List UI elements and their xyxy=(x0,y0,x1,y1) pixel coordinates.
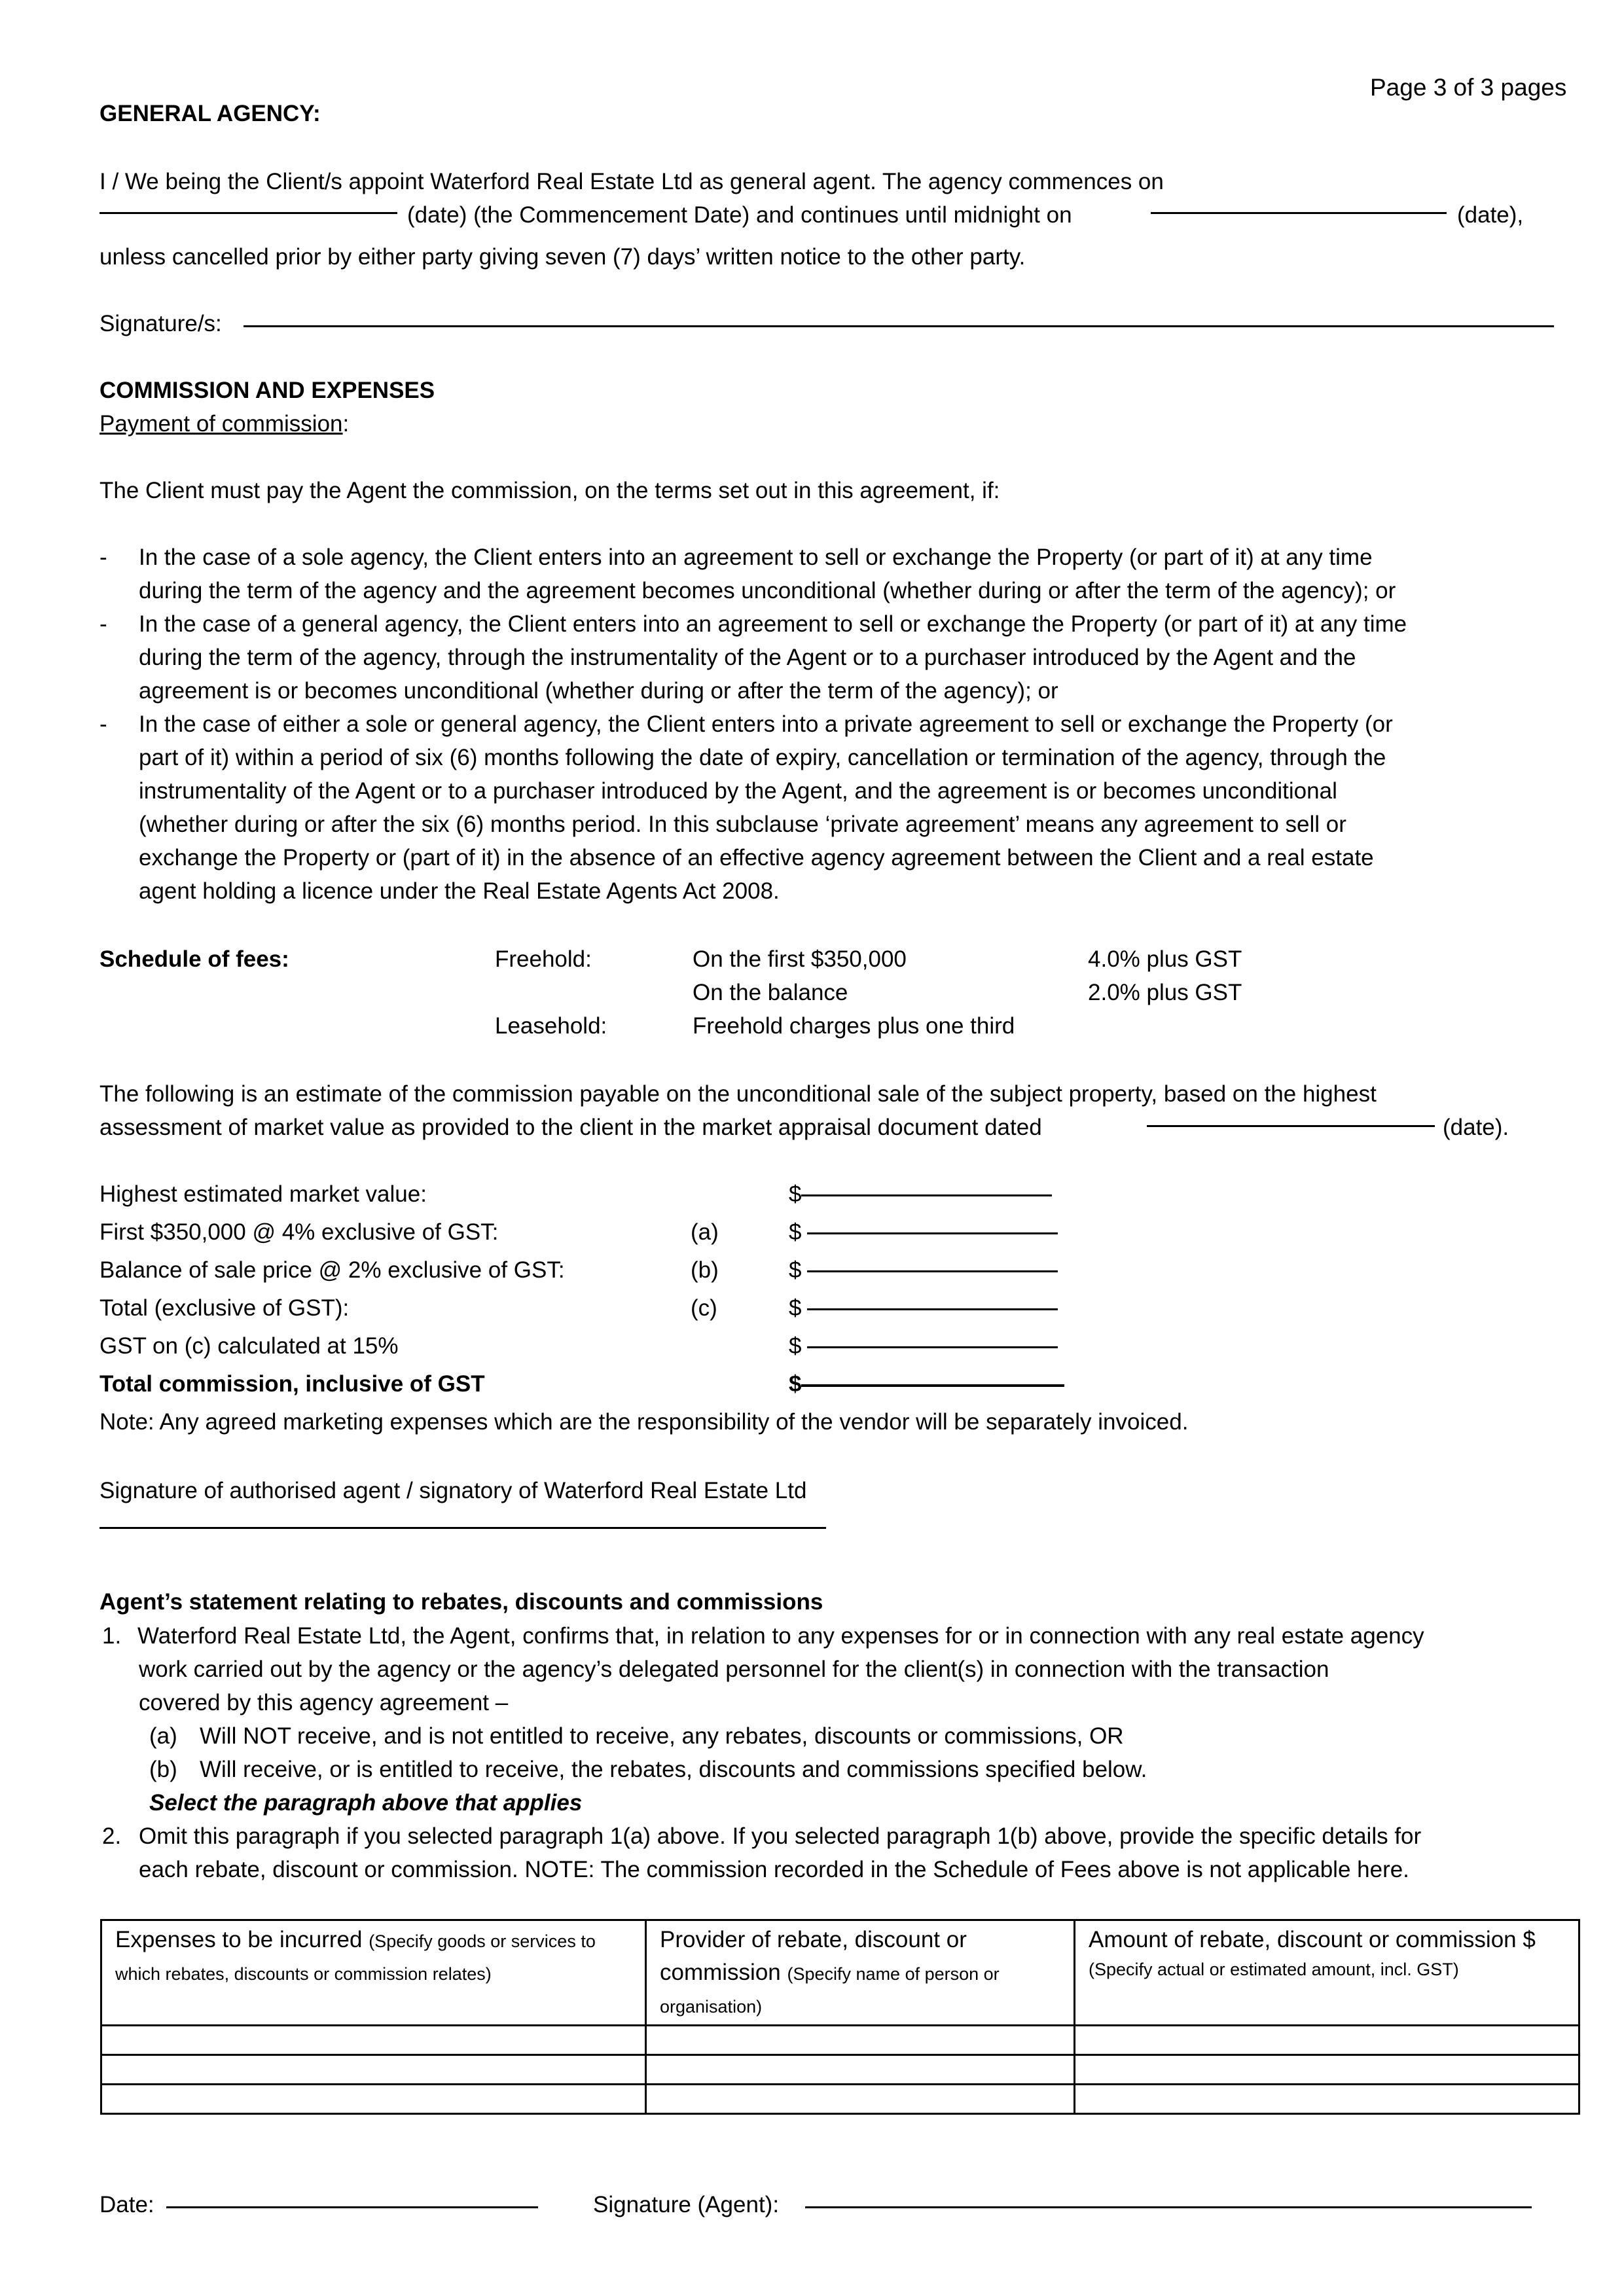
item-2-line-1: Omit this paragraph if you selected paragraph 1(a) above. If you selected paragraph 1(b) above, provide the specific details for xyxy=(139,1823,1422,1849)
freehold-label: Freehold: xyxy=(495,946,592,972)
item-1-line-1: Waterford Real Estate Ltd, the Agent, confirms that, in relation to any expenses for or in connection with any real estate agency xyxy=(137,1623,1424,1649)
estimate-row-label: Total (exclusive of GST): xyxy=(99,1295,350,1321)
commission-heading: COMMISSION AND EXPENSES xyxy=(99,378,435,403)
freehold-balance-desc: On the balance xyxy=(693,980,848,1005)
colon: : xyxy=(342,411,350,437)
bullet-1-line-1: In the case of a sole agency, the Client enters into an agreement to sell or exchange the Property (or part of it) at any time xyxy=(139,545,1373,570)
option-a-text: Will NOT receive, and is not entitled to receive, any rebates, discounts or commissions, OR xyxy=(200,1723,1124,1749)
column-title: Expenses to be incurred xyxy=(115,1927,363,1952)
item-2-line-2: each rebate, discount or commission. NOTE: The commission recorded in the Schedule of Fees above is not applicable here. xyxy=(139,1857,1409,1882)
currency-symbol: $ xyxy=(789,1257,802,1283)
commission-intro: The Client must pay the Agent the commission, on the terms set out in this agreement, if: xyxy=(99,478,1000,503)
row-ref: (b) xyxy=(691,1257,719,1283)
column-header-amount xyxy=(1075,1920,1579,2026)
table-cell-provider[interactable] xyxy=(646,2085,1075,2114)
schedule-of-fees-label: Schedule of fees: xyxy=(99,946,289,972)
footer-date-label: Date: xyxy=(99,2192,154,2217)
bullet-3-line-1: In the case of either a sole or general agency, the Client enters into a private agreement to sell or exchange the Property (or xyxy=(139,711,1393,737)
bullet-2-line-1: In the case of a general agency, the Client enters into an agreement to sell or exchange the Property (or part of it) at any time xyxy=(139,611,1407,637)
bullet-3-line-6: agent holding a licence under the Real Estate Agents Act 2008. xyxy=(139,878,780,904)
general-agency-text-line2: (date) (the Commencement Date) and continues until midnight on xyxy=(407,202,1072,228)
bullet-1-line-2: during the term of the agency and the agreement becomes unconditional (whether during or after the term of the agency); or xyxy=(139,578,1396,603)
table-cell-amount[interactable] xyxy=(1075,2026,1579,2055)
freehold-first-desc: On the first $350,000 xyxy=(693,946,907,972)
table-cell-amount[interactable] xyxy=(1075,2055,1579,2085)
column-header-provider xyxy=(646,1920,1075,2026)
general-agency-text-line3: unless cancelled prior by either party giving seven (7) days’ written notice to the other party. xyxy=(99,244,1026,270)
table-cell-amount[interactable] xyxy=(1075,2085,1579,2114)
table-cell-provider[interactable] xyxy=(646,2055,1075,2085)
first-350k-commission-field[interactable] xyxy=(807,1232,1058,1234)
option-b-text: Will receive, or is entitled to receive, the rebates, discounts and commissions specified below. xyxy=(200,1757,1147,1782)
balance-commission-field[interactable] xyxy=(807,1270,1058,1272)
item-2-number: 2. xyxy=(102,1823,122,1849)
gst-amount-field[interactable] xyxy=(807,1346,1058,1348)
currency-symbol: $ xyxy=(789,1219,802,1245)
estimate-row-label-total: Total commission, inclusive of GST xyxy=(99,1371,485,1397)
bullet-2-line-2: during the term of the agency, through the instrumentality of the Agent or to a purchaser introduced by the Agent and the xyxy=(139,645,1356,670)
leasehold-label: Leasehold: xyxy=(495,1013,607,1039)
column-title: Provider of rebate, discount or commission xyxy=(660,1927,967,1985)
item-1-line-2: work carried out by the agency or the agency’s delegated personnel for the client(s) in connection with the transaction xyxy=(139,1657,1329,1682)
appraisal-date-field[interactable] xyxy=(1147,1125,1435,1127)
general-agency-heading: GENERAL AGENCY: xyxy=(99,101,321,126)
total-excl-gst-field[interactable] xyxy=(807,1308,1058,1310)
freehold-balance-rate: 2.0% plus GST xyxy=(1088,980,1242,1005)
footer-date-field[interactable] xyxy=(166,2206,538,2208)
row-ref: (a) xyxy=(691,1219,719,1245)
currency-symbol: $ xyxy=(789,1181,802,1207)
bullet-marker: - xyxy=(99,545,107,570)
table-header-row xyxy=(101,1920,1579,2026)
footer-signature-label: Signature (Agent): xyxy=(593,2192,780,2217)
table-row xyxy=(101,2085,1579,2114)
estimate-text-line1: The following is an estimate of the commission payable on the unconditional sale of the subject property, based on the highest xyxy=(99,1081,1377,1107)
currency-symbol: $ xyxy=(789,1333,802,1359)
total-commission-field[interactable] xyxy=(801,1384,1064,1387)
column-title: Amount of rebate, discount or commission $ xyxy=(1089,1927,1536,1952)
general-agency-text-line1: I / We being the Client/s appoint Waterford Real Estate Ltd as general agent. The agency commences on xyxy=(99,169,1164,194)
expiry-date-field[interactable] xyxy=(1151,212,1447,214)
select-paragraph-instruction: Select the paragraph above that applies xyxy=(149,1790,583,1816)
table-cell-expenses[interactable] xyxy=(101,2085,646,2114)
table-cell-provider[interactable] xyxy=(646,2026,1075,2055)
currency-symbol: $ xyxy=(789,1371,802,1397)
bullet-3-line-3: instrumentality of the Agent or to a purchaser introduced by the Agent, and the agreement is or becomes unconditional xyxy=(139,778,1337,804)
market-value-field[interactable] xyxy=(801,1194,1052,1196)
page-number: Page 3 of 3 pages xyxy=(1370,74,1567,101)
bullet-marker: - xyxy=(99,611,107,637)
column-note: (Specify goods or services to which rebates, discounts or commission relates) xyxy=(115,1931,596,1984)
payment-of-commission-subheading xyxy=(99,407,349,440)
option-b-marker[interactable]: (b) xyxy=(149,1757,177,1782)
estimate-row-label: First $350,000 @ 4% exclusive of GST: xyxy=(99,1219,499,1245)
leasehold-desc: Freehold charges plus one third xyxy=(693,1013,1015,1039)
item-1-line-3: covered by this agency agreement – xyxy=(139,1690,509,1715)
agent-signature-field[interactable] xyxy=(99,1527,826,1529)
bullet-2-line-3: agreement is or becomes unconditional (whether during or after the term of the agency); or xyxy=(139,678,1058,704)
column-note: (Specify actual or estimated amount, incl. GST) xyxy=(1089,1960,1459,1979)
agent-signature-label: Signature of authorised agent / signatory of Waterford Real Estate Ltd xyxy=(99,1478,807,1503)
commencement-date-field[interactable] xyxy=(99,212,397,214)
table-row xyxy=(101,2055,1579,2085)
client-signature-field[interactable] xyxy=(244,325,1554,327)
bullet-3-line-2: part of it) within a period of six (6) months following the date of expiry, cancellation or termination of the agency, through the xyxy=(139,745,1386,770)
table-cell-expenses[interactable] xyxy=(101,2055,646,2085)
table-cell-expenses[interactable] xyxy=(101,2026,646,2055)
estimate-text-line2: assessment of market value as provided to the client in the market appraisal document dated xyxy=(99,1115,1042,1140)
freehold-first-rate: 4.0% plus GST xyxy=(1088,946,1242,972)
rebates-table xyxy=(100,1919,1580,2115)
table-row xyxy=(101,2026,1579,2055)
marketing-expenses-note: Note: Any agreed marketing expenses which are the responsibility of the vendor will be separately invoiced. xyxy=(99,1409,1189,1435)
column-header-expenses xyxy=(101,1920,646,2026)
estimate-row-label: GST on (c) calculated at 15% xyxy=(99,1333,399,1359)
currency-symbol: $ xyxy=(789,1295,802,1321)
footer-signature-field[interactable] xyxy=(805,2206,1532,2208)
agent-statement-heading: Agent’s statement relating to rebates, discounts and commissions xyxy=(99,1589,823,1615)
payment-of-commission-label: Payment of commission xyxy=(99,411,343,437)
bullet-marker: - xyxy=(99,711,107,737)
row-ref: (c) xyxy=(691,1295,717,1321)
bullet-3-line-5: exchange the Property or (part of it) in the absence of an effective agency agreement between the Client and a real estate xyxy=(139,845,1374,870)
item-1-number: 1. xyxy=(102,1623,122,1649)
bullet-3-line-4: (whether during or after the six (6) months period. In this subclause ‘private agreement’ means any agreement to sell or xyxy=(139,812,1346,837)
client-signature-label: Signature/s: xyxy=(99,311,222,336)
estimate-row-label: Highest estimated market value: xyxy=(99,1181,427,1207)
option-a-marker[interactable]: (a) xyxy=(149,1723,177,1749)
column-note: (Specify name of person or organisation) xyxy=(660,1964,1000,2017)
estimate-row-label: Balance of sale price @ 2% exclusive of GST: xyxy=(99,1257,565,1283)
date-suffix: (date), xyxy=(1457,202,1524,228)
date-suffix: (date). xyxy=(1443,1115,1509,1140)
